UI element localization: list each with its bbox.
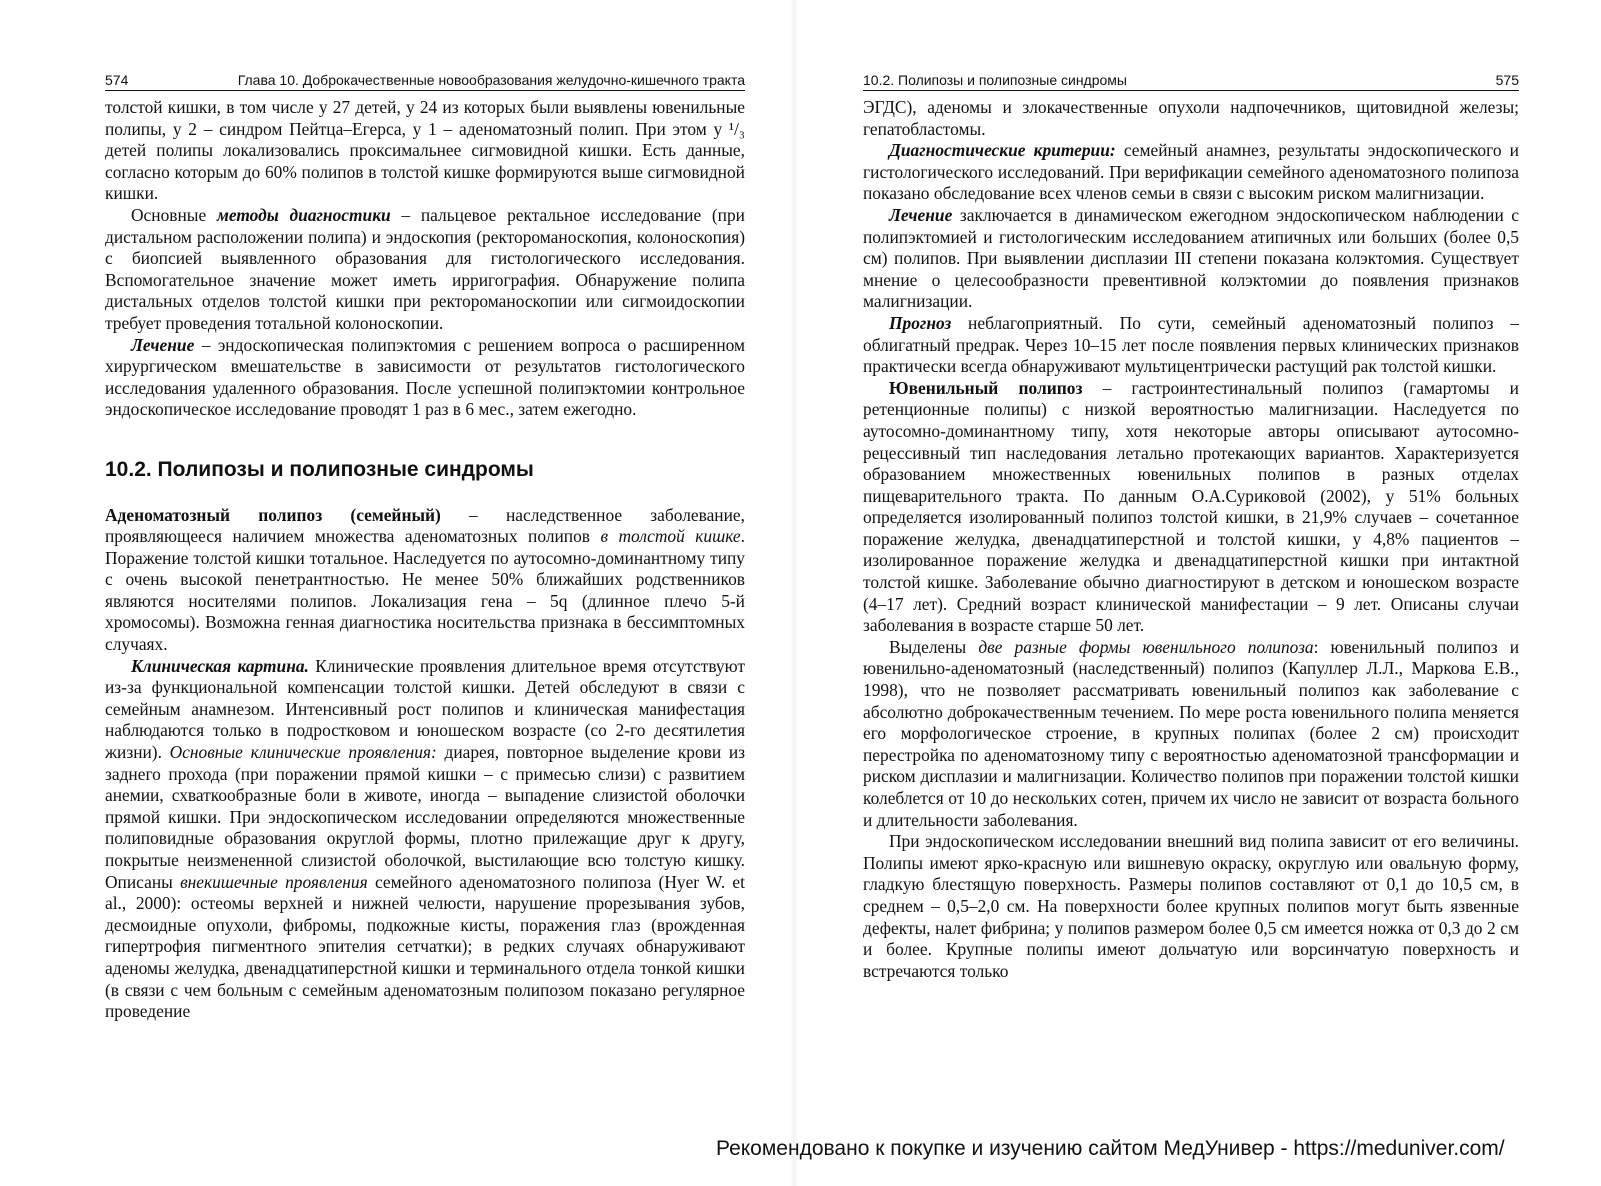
term-diagnostic-criteria: Диагностические критерии: <box>889 140 1116 161</box>
left-paragraph-5 <box>105 656 745 1023</box>
term-treatment: Лечение <box>889 204 953 225</box>
text-run: – пальцевое ректальное исследование (при дистальном расположении полипа) и эндоскопия (ректороманоскопия, колоноскопия) с биопсией выявленного образования для гистологического исследования. Вспомогательное значение может иметь ирригография. Обнаружение полипа дистальных отделов толстой кишки при ректороманоскопии или сигмоидоскопии требует проведения тотальной колоноскопии. <box>105 204 745 333</box>
term-clinical-picture: Клиническая картина. <box>131 655 309 676</box>
footer-recommendation: Рекомендовано к покупке и изучению сайтом МедУнивер - https://meduniver.com/ <box>716 1137 1505 1160</box>
text-run: . Поражение толстой кишки тотальное. Наследуется по аутосомно-доминантному типу с очень высокой пенетрантностью. Не менее 50% ближайших родственников являются носителями полипов. Локализация гена – 5q (длинное плечо 5-й хромосомы). Возможна генная диагностика носительства признака в бессимптомных случаях. <box>105 526 745 655</box>
term-main-manifestations: Основные клинические проявления: <box>169 742 437 763</box>
text-run: Основные <box>131 204 217 225</box>
left-body-text <box>105 97 745 1023</box>
term-juvenile-polyposis: Ювенильный полипоз <box>889 377 1083 398</box>
text-run: – наследственное заболевание, проявляющееся наличием множества аденоматозных полипов <box>105 504 745 547</box>
right-paragraph-6 <box>863 637 1519 831</box>
right-paragraph-4 <box>863 313 1519 378</box>
term-extraintestinal: внекишечные проявления <box>180 871 368 892</box>
right-running-title: 10.2. Полипозы и полипозные синдромы <box>863 72 1127 88</box>
right-running-head <box>863 72 1519 91</box>
text-run: семейного аденоматозного полипоза (Hyer W. et al., 2000): остеомы верхней и нижней челюсти, нарушение прорезывания зубов, десмоидные опухоли, фибромы, подкожные кисты, поражения глаз (врожденная гипертрофия пигментного эпителия сетчатки); в редких случаях обнаруживают аденомы желудка, двенадцатиперстной кишки и терминального отдела тонкой кишки (в связи с чем больным с семейным аденоматозным полипозом показано регулярное проведение <box>105 871 745 1022</box>
right-body-text <box>863 97 1519 982</box>
left-paragraph-1: толстой кишки, в том числе у 27 детей, у 24 из которых были выявлены ювенильные полипы, у 2 – синдром Пейтца–Егерса, у 1 – аденоматозный полип. При этом у ¹/₃ детей полипы локализовались проксимальнее сигмовидной кишки. Есть данные, согласно которым до 60% полипов в толстой кишке формируются выше сигмовидной кишки. <box>105 97 745 204</box>
right-page-number: 575 <box>1495 72 1519 88</box>
text-run: – эндоскопическая полипэктомия с решением вопроса о расширенном хирургическом вмешательстве в зависимости от результатов гистологического исследования удаленного образования. После успешной полипэктомии контрольное эндоскопическое исследование проводят 1 раз в 6 мес., затем ежегодно. <box>105 334 745 420</box>
right-paragraph-5 <box>863 378 1519 637</box>
right-paragraph-1: ЭГДС), аденомы и злокачественные опухоли надпочечников, щитовидной железы; гепатобластомы. <box>863 97 1519 139</box>
text-run: заключается в динамическом ежегодном эндоскопическом наблюдении с полипэктомией и гистологическим исследованием атипичных или больших (более 0,5 см) полипов. При выявлении дисплазии III степени показана колэктомия. Существует мнение о целесообразности превентивной колэктомии до появления признаков малигнизации. <box>863 204 1519 312</box>
text-run: – гастроинтестинальный полипоз (гамартомы и ретенционные полипы) с низкой вероятностью малигнизации. Наследуется по аутосомно-доминантному типу, хотя некоторые авторы описывают аутосомно-рецессивный тип наследования летально протекающих вариантов. Характеризуется образованием множественных ювенильных полипов в разных отделах пищеварительного тракта. По данным О.А.Суриковой (2002), у 51% больных определяется изолированный полипоз толстой кишки, в 21,9% случаев – сочетанное поражение желудка, двенадцатиперстной и толстой кишки, у 4,8% пациентов – изолированное поражение желудка и двенадцатиперстной кишки при интактной толстой кишке. Заболевание обычно диагностируют в детском и юношеском возрасте (4–17 лет). Средний возраст клинической манифестации – 9 лет. Описаны случаи заболевания в возрасте старше 50 лет. <box>863 377 1519 636</box>
text-run: Клинические проявления длительное время отсутствуют из-за функциональной компенсации толстой кишки. Детей обследуют в связи с семейным анамнезом. Интенсивный рост полипов и клиническая манифестация наблюдаются только в подростковом и юношеском возрасте (со 2-го десятилетия жизни). <box>105 655 745 763</box>
right-paragraph-3 <box>863 205 1519 313</box>
left-page-number: 574 <box>105 72 129 88</box>
text-run: семейный анамнез, результаты эндоскопического и гистологического исследований. При верификации семейного аденоматозного полипоза показано обследование всех членов семьи в связи с высоким риском малигнизации. <box>863 140 1519 204</box>
book-fold <box>790 0 798 1186</box>
section-heading: 10.2. Полипозы и полипозные синдромы <box>105 457 534 481</box>
text-run: диарея, повторное выделение крови из заднего прохода (при поражении прямой кишки – с примесью слизи) с развитием анемии, схваткообразные боли в животе, иногда – выпадение слизистой оболочки прямой кишки. При эндоскопическом исследовании определяются множественные полиповидные образования округлой формы, плотно прилежащие друг к другу, покрытые неизмененной слизистой оболочкой, выстилающие всю толстую кишку. Описаны <box>105 742 746 892</box>
left-running-title: Глава 10. Доброкачественные новообразования желудочно-кишечного тракта <box>237 72 745 88</box>
term-treatment: Лечение <box>131 334 195 355</box>
left-paragraph-3 <box>105 335 745 421</box>
right-paragraph-2 <box>863 140 1519 205</box>
term-two-forms: две разные формы ювенильного полипоза <box>978 636 1314 657</box>
right-paragraph-7: При эндоскопическом исследовании внешний вид полипа зависит от его величины. Полипы имеют ярко-красную или вишневую окраску, округлую или овальную форму, гладкую блестящую поверхность. Размеры полипов составляют от 0,1 до 10,5 см, в среднем – 0,5–2,0 см. На поверхности более крупных полипов могут быть язвенные дефекты, налет фибрина; у полипов размером более 0,5 см имеется ножка от 0,3 до 2 см и более. Крупные полипы имеют дольчатую или ворсинчатую поверхность и встречаются только <box>863 831 1519 981</box>
left-paragraph-4 <box>105 505 745 656</box>
text-run: неблагоприятный. По сути, семейный аденоматозный полипоз – облигатный предрак. Через 10–15 лет после появления первых клинических признаков практически всегда обнаруживают мультицентрически растущий рак толстой кишки. <box>863 312 1519 377</box>
left-page <box>105 72 745 1023</box>
left-paragraph-2 <box>105 205 745 335</box>
right-page <box>863 72 1519 982</box>
term-diagnostics: методы диагностики <box>216 204 391 225</box>
term-colon: в толстой кишке <box>600 526 741 547</box>
term-prognosis: Прогноз <box>889 312 952 333</box>
left-running-head <box>105 72 745 91</box>
term-adenomatous-polyposis: Аденоматозный полипоз (семейный) <box>105 504 441 525</box>
text-run: Выделены <box>889 636 979 657</box>
text-run: : ювенильный полипоз и ювенильно-аденоматозный (наследственный) полипоз (Капуллер Л.Л., Маркова Е.В., 1998), что не позволяет рассматривать ювенильный полипоз как заболевание с абсолютно доброкачественным течением. По мере роста ювенильного полипа меняется его морфологическое строение, в крупных полипах (более 2 см) происходит перестройка по аденоматозному типу с вероятностью аденоматозной трансформации и риском дисплазии и малигнизации. Количество полипов при поражении толстой кишки колеблется от 10 до нескольких сотен, причем их число не зависит от возраста больного и длительности заболевания. <box>863 636 1520 830</box>
